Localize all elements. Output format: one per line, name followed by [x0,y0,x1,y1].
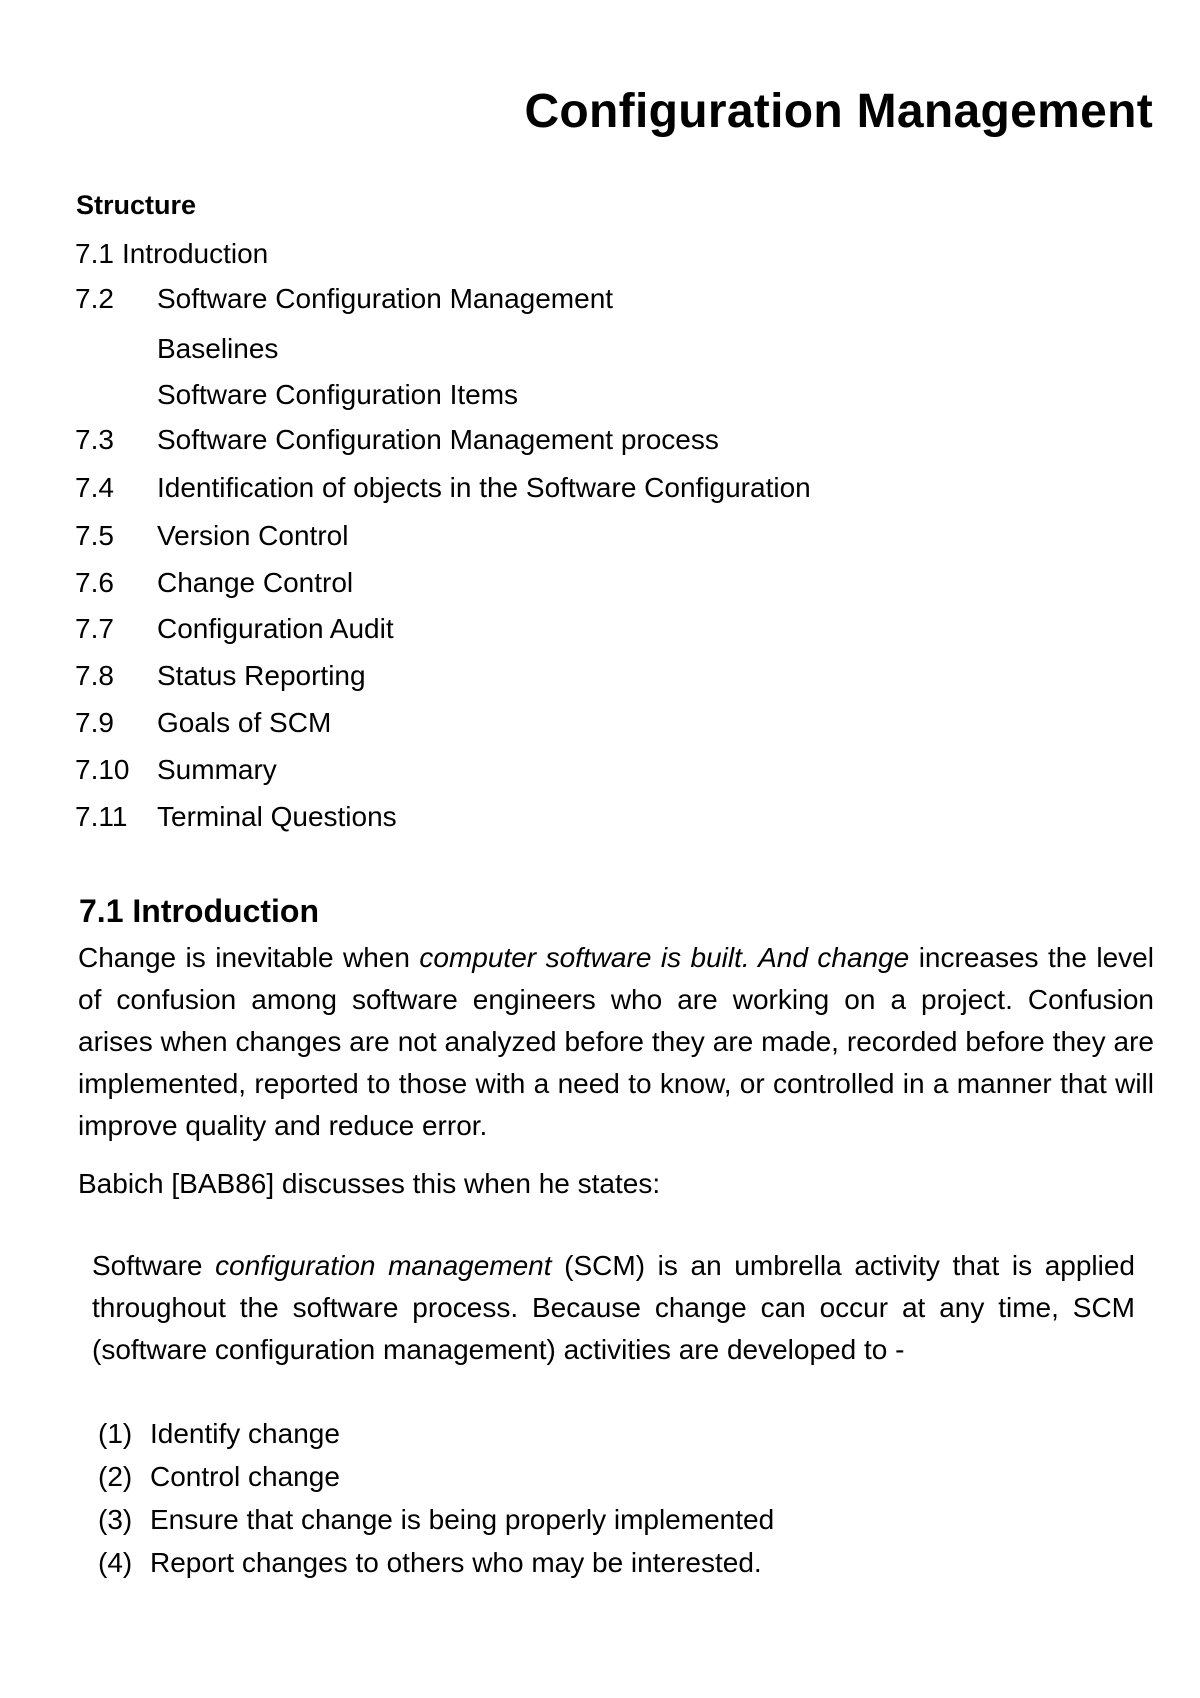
scm-activities-list [98,1412,774,1584]
toc-entry-7-10 [75,752,277,788]
toc-entry-7-4 [75,470,811,506]
toc-label: Introduction [121,238,269,269]
intro-text-end: increases the level of confusion among software engineers who are working on a project. Confusion arises when changes are not analyzed before they are made, recorded before they are implemented, reported to those with a need to know, or controlled in a manner that will improve quality and reduce error. [78,942,1154,1141]
list-text: Report changes to others who may be interested. [150,1547,762,1578]
intro-text-italic: computer software is built. And change [419,942,910,973]
list-item [98,1455,774,1498]
list-item [98,1412,774,1455]
list-number: (2) [98,1461,133,1492]
toc-number: 7.9 [75,707,114,738]
page-title: Configuration Management [524,85,1153,138]
list-text: Control change [150,1461,340,1492]
toc-number: 7.10 [75,754,130,785]
structure-heading: Structure [76,190,197,220]
toc-number: 7.8 [75,660,114,691]
toc-number: 7.5 [75,520,114,551]
toc-number: 7.6 [75,567,114,598]
intro-text-start: Change is inevitable when [78,942,420,973]
toc-label: Software Configuration Items [157,379,519,410]
toc-label: Summary [157,754,277,785]
toc-entry-7-6 [75,565,353,601]
toc-entry-7-2 [75,281,613,317]
toc-label: Baselines [157,333,279,364]
toc-number: 7.1 [75,238,114,269]
toc-number: 7.3 [75,424,114,455]
list-text: Ensure that change is being properly implemented [150,1504,775,1535]
section-heading-introduction: 7.1 Introduction [79,893,319,929]
toc-entry-7-8 [75,658,366,694]
list-number: (4) [98,1547,133,1578]
toc-label: Change Control [157,567,354,598]
list-item [98,1541,774,1584]
toc-number: 7.11 [75,801,128,832]
toc-label: Goals of SCM [157,707,332,738]
quote-text-italic: configuration management [215,1250,552,1281]
toc-entry-7-11 [75,799,397,835]
quote-text-end: (SCM) is an umbrella activity that is applied throughout the software process. Because change can occur at any time, SCM (software configuration management) activities are developed to - [92,1250,1136,1365]
list-text: Identify change [150,1418,340,1449]
toc-number: 7.7 [75,613,114,644]
toc-entry-7-7 [75,611,394,647]
toc-entry-7-9 [75,705,331,741]
toc-subentry-baselines [157,331,278,367]
toc-entry-7-5 [75,518,348,554]
list-number: (1) [98,1418,133,1449]
toc-label: Identification of objects in the Software Configuration [157,472,811,503]
babich-paragraph: Babich [BAB86] discusses this when he states: [78,1168,661,1199]
toc-entry-7-3 [75,422,719,458]
toc-label: Configuration Audit [157,613,394,644]
list-item [98,1498,774,1541]
toc-label: Version Control [157,520,349,551]
quote-text-start: Software [92,1250,216,1281]
scm-quote [92,1245,1135,1371]
toc-label: Status Reporting [157,660,366,691]
toc-label: Terminal Questions [157,801,397,832]
toc-entry-7-1 [75,236,268,272]
list-number: (3) [98,1504,133,1535]
toc-label: Software Configuration Management process [157,424,719,455]
toc-subentry-configuration-items [157,377,518,413]
toc-number: 7.4 [75,472,114,503]
toc-number: 7.2 [75,283,114,314]
intro-paragraph [78,937,1154,1147]
toc-label: Software Configuration Management [157,283,614,314]
